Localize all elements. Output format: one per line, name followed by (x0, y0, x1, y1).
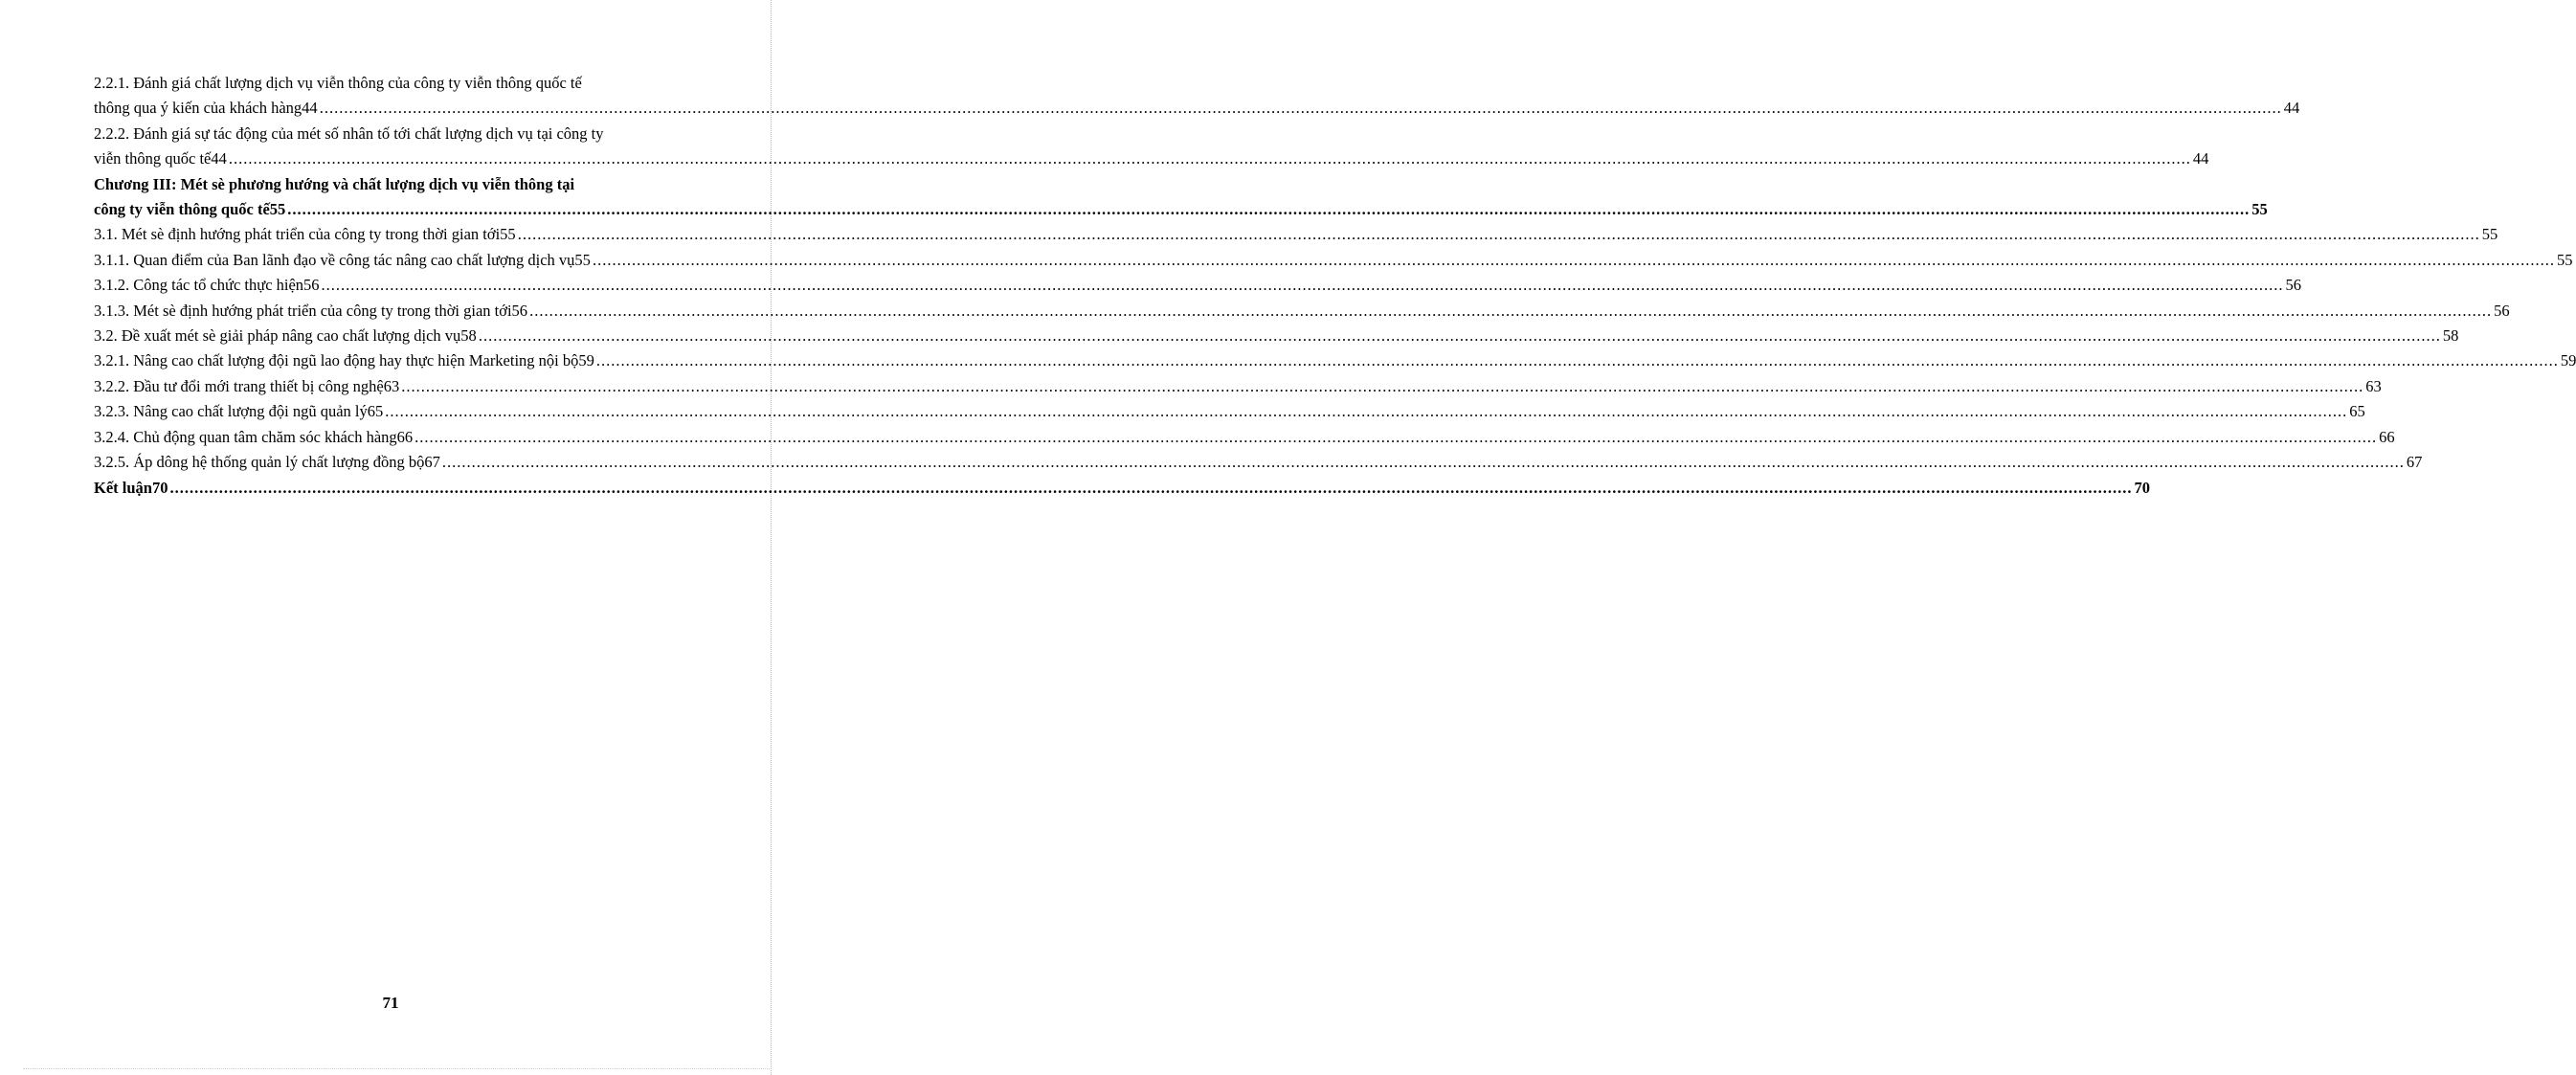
toc-entry-3-1-2[interactable] (94, 273, 2302, 298)
toc-entry-text: 3.2.2. Đầu tư đổi mới trang thiết bị công nghệ63 (94, 376, 400, 395)
toc-entry-3-2-2[interactable] (94, 374, 2382, 399)
dot-leader: ................................................................................................................................................................................................................................................................................................................................................................................................................ (287, 200, 2251, 219)
toc-entry-3-2-5[interactable] (94, 450, 2423, 475)
dot-leader: ................................................................................................................................................................................................................................................................................................................................................................................................................ (414, 427, 2378, 446)
toc-page-number: 55 (2556, 250, 2573, 269)
dot-leader: ................................................................................................................................................................................................................................................................................................................................................................................................................ (592, 250, 2555, 269)
toc-page-number: 67 (2406, 453, 2423, 472)
toc-page-number: 58 (2442, 326, 2459, 346)
toc-entry-2-2-1[interactable] (94, 71, 2300, 122)
toc-entry-text-line1: 2.2.2. Đánh giá sự tác động của mét số nhân tố tới chất lượng dịch vụ tại công ty (94, 123, 604, 143)
toc-entry-text: 3.1.2. Công tác tổ chức thực hiện56 (94, 276, 320, 295)
toc-page-number: 56 (2285, 276, 2302, 295)
toc-entry-text-line2: viễn thông quốc tế44 (94, 149, 227, 168)
toc-entry-text: 3.2.5. Áp dông hệ thống quản lý chất lượng đồng bộ67 (94, 453, 440, 472)
toc-entry-3-2-1[interactable] (94, 348, 2576, 373)
toc-page-number: 56 (2494, 301, 2510, 320)
dot-leader: ................................................................................................................................................................................................................................................................................................................................................................................................................ (401, 376, 2364, 395)
toc-entry-chapter-3[interactable] (94, 172, 2268, 223)
toc-entry-text: 3.2.4. Chủ động quan tâm chăm sóc khách hàng66 (94, 427, 414, 446)
toc-page-number: 66 (2379, 427, 2395, 446)
toc-page-number: 63 (2365, 376, 2382, 395)
toc-entry-text: 3.1.3. Mét sè định hướng phát triển của công ty trong thời gian tới56 (94, 301, 528, 320)
toc-entry-3-2-3[interactable] (94, 399, 2365, 424)
toc-entry-3-2-4[interactable] (94, 425, 2395, 450)
toc-entry-3-1[interactable] (94, 222, 2498, 247)
dot-leader: ................................................................................................................................................................................................................................................................................................................................................................................................................ (319, 99, 2282, 118)
dot-leader: ................................................................................................................................................................................................................................................................................................................................................................................................................ (385, 402, 2348, 421)
toc-page-number: 70 (2134, 478, 2150, 497)
toc-page-number: 59 (2560, 351, 2576, 370)
toc-entry-3-1-3[interactable] (94, 299, 2510, 324)
toc-entry-3-2[interactable] (94, 324, 2459, 348)
toc-page-number: 44 (2192, 149, 2209, 168)
toc-entry-text: 3.1. Mét sè định hướng phát triển của công ty trong thời gian tới55 (94, 225, 516, 244)
toc-entry-text: 3.2.1. Nâng cao chất lượng đội ngũ lao động hay thực hiện Marketing nội bộ59 (94, 351, 594, 370)
dot-leader: ................................................................................................................................................................................................................................................................................................................................................................................................................ (517, 225, 2480, 244)
page-number: 71 (382, 994, 399, 1012)
dot-leader: ................................................................................................................................................................................................................................................................................................................................................................................................................ (169, 478, 2133, 497)
dot-leader: ................................................................................................................................................................................................................................................................................................................................................................................................................ (529, 301, 2493, 320)
toc-entry-text: 3.1.1. Quan điểm của Ban lãnh đạo về công tác nâng cao chất lượng dịch vụ55 (94, 250, 591, 269)
toc-page-number: 55 (2481, 225, 2498, 244)
toc-entry-text: 3.2.3. Nâng cao chất lượng đội ngũ quản lý65 (94, 402, 384, 421)
dot-leader: ................................................................................................................................................................................................................................................................................................................................................................................................................ (441, 453, 2405, 472)
page-bottom-divider (23, 1068, 770, 1069)
toc-entry-text-line2: thông qua ý kiến của khách hàng44 (94, 99, 318, 118)
dot-leader: ................................................................................................................................................................................................................................................................................................................................................................................................................ (595, 351, 2559, 370)
dot-leader: ................................................................................................................................................................................................................................................................................................................................................................................................................ (321, 276, 2284, 295)
toc-entry-conclusion[interactable] (94, 476, 2150, 501)
toc-entry-text: 3.2. Đề xuất mét sè giải pháp nâng cao chất lượng dịch vụ58 (94, 326, 477, 346)
toc-entry-3-1-1[interactable] (94, 248, 2573, 273)
toc-entry-2-2-2[interactable] (94, 122, 2209, 172)
toc-page-number: 55 (2251, 200, 2268, 219)
toc-entry-text-line1: 2.2.1. Đánh giá chất lượng dịch vụ viễn thông của công ty viễn thông quốc tế (94, 74, 582, 92)
toc-entry-text-line1: Chương III: Mét sè phương hướng và chất lượng dịch vụ viễn thông tại (94, 174, 575, 193)
toc-entry-text-line2: công ty viễn thông quốc tế55 (94, 200, 286, 219)
dot-leader: ................................................................................................................................................................................................................................................................................................................................................................................................................ (478, 326, 2441, 346)
toc-entry-text: Kết luận70 (94, 478, 168, 497)
toc-page-number: 65 (2349, 402, 2365, 421)
dot-leader: ................................................................................................................................................................................................................................................................................................................................................................................................................ (228, 149, 2191, 168)
table-of-contents (94, 71, 2576, 501)
toc-page-number: 44 (2283, 99, 2300, 118)
